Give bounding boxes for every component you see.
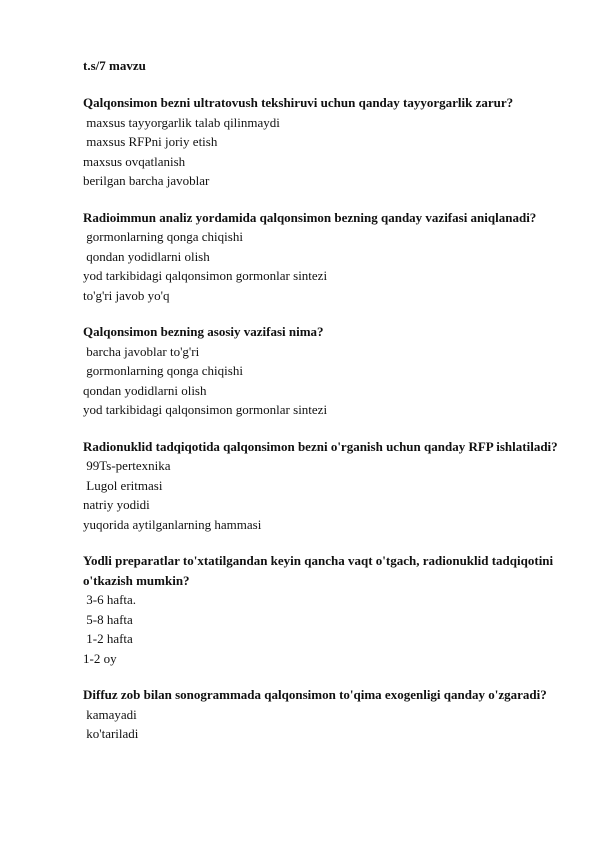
answer-option: ko'tariladi: [83, 726, 139, 741]
answer-option: maxsus ovqatlanish: [83, 153, 186, 169]
answer-option: maxsus tayyorgarlik talab qilinmaydi: [83, 114, 280, 130]
answer-option: qondan yodidlarni olish: [83, 382, 207, 398]
answer-option: 99Ts-pertexnika: [83, 458, 171, 473]
answer-option: yod tarkibidagi qalqonsimon gormonlar sintezi: [83, 268, 328, 283]
answer-option: maxsus RFPni joriy etish: [83, 134, 218, 149]
answer-option: Lugol eritmasi: [83, 477, 163, 493]
answer-option: yuqorida aytilganlarning hammasi: [83, 516, 262, 532]
question-text: Radionuklid tadqiqotida qalqonsimon bezni o'rganish uchun qanday RFP ishlatiladi?: [83, 438, 558, 454]
question-text: Diffuz zob bilan sonogrammada qalqonsimon to'qima exogenligi qanday o'zgaradi?: [83, 687, 547, 702]
answer-option: barcha javoblar to'g'ri: [83, 343, 200, 359]
answer-option: yod tarkibidagi qalqonsimon gormonlar sintezi: [83, 402, 328, 417]
answer-option: 1-2 oy: [83, 650, 117, 666]
answer-option: gormonlarning qonga chiqishi: [83, 229, 243, 244]
question-block: [83, 437, 573, 535]
question-text: Qalqonsimon bezni ultratovush tekshiruvi uchun qanday tayyorgarlik zarur?: [83, 95, 514, 110]
answer-option: 5-8 hafta: [83, 611, 133, 627]
question-block: [83, 208, 573, 306]
answer-option: gormonlarning qonga chiqishi: [83, 363, 243, 378]
question-block: [83, 551, 573, 668]
answer-option: qondan yodidlarni olish: [83, 248, 210, 264]
question-list: [83, 93, 573, 744]
document-page: [83, 57, 573, 761]
question-text: Yodli preparatlar to'xtatilgandan keyin qancha vaqt o'tgach, radionuklid tadqiqotini o'tkazish mumkin?: [83, 553, 554, 588]
document-title: t.s/7 mavzu: [83, 58, 146, 73]
question-block: [83, 93, 573, 191]
answer-option: to'g'ri javob yo'q: [83, 287, 170, 303]
answer-option: kamayadi: [83, 706, 137, 722]
answer-option: 3-6 hafta.: [83, 592, 137, 607]
question-text: Qalqonsimon bezning asosiy vazifasi nima?: [83, 324, 324, 339]
question-block: [83, 685, 573, 744]
answer-option: berilgan barcha javoblar: [83, 173, 210, 188]
answer-option: natriy yodidi: [83, 497, 150, 512]
question-text: Radioimmun analiz yordamida qalqonsimon bezning qanday vazifasi aniqlanadi?: [83, 209, 537, 225]
question-block: [83, 322, 573, 420]
answer-option: 1-2 hafta: [83, 631, 133, 646]
